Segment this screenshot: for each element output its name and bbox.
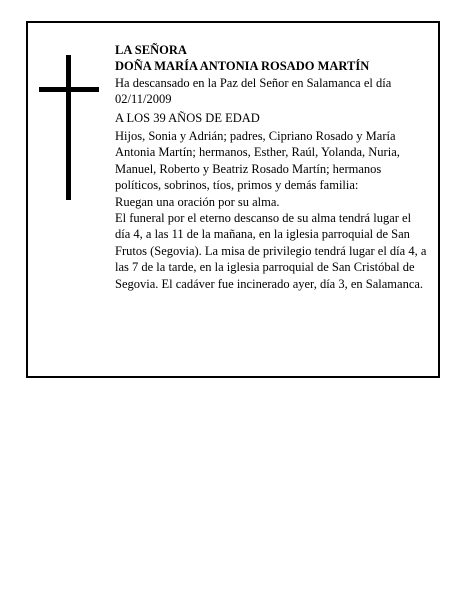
notice-text — [115, 42, 427, 292]
deceased-name: DOÑA MARÍA ANTONIA ROSADO MARTÍN — [115, 59, 370, 74]
obituary-notice — [26, 21, 440, 378]
funeral-details: El funeral por el eterno descanso de su alma tendrá lugar el día 4, a las 11 de la mañana, en la iglesia parroquial de San Frutos (Segovia). La misa de privilegio tendrá lugar el día 4, a las 7 de la tarde, en la iglesia parroquial de San Cristóbal de Segovia. El cadáver fue incinerado ayer, día 3, en Salamanca. — [115, 211, 427, 291]
cross-horizontal-bar — [39, 87, 99, 92]
cross-vertical-bar — [66, 55, 71, 200]
death-announcement: Ha descansado en la Paz del Señor en Salamanca el día 02/11/2009 — [115, 75, 392, 107]
cross-icon — [39, 55, 99, 200]
age-line: A LOS 39 AÑOS DE EDAD — [115, 110, 260, 125]
family-list: Hijos, Sonia y Adrián; padres, Cipriano Rosado y María Antonia Martín; hermanos, Esther, Raúl, Yolanda, Nuria, Manuel, Roberto y Beatriz Rosado Martín; hermanos políticos, sobrinos, tíos, primos y demás familia: — [115, 129, 400, 193]
notice-title: LA SEÑORA — [115, 43, 187, 57]
prayer-request: Ruegan una oración por su alma. — [115, 194, 280, 209]
